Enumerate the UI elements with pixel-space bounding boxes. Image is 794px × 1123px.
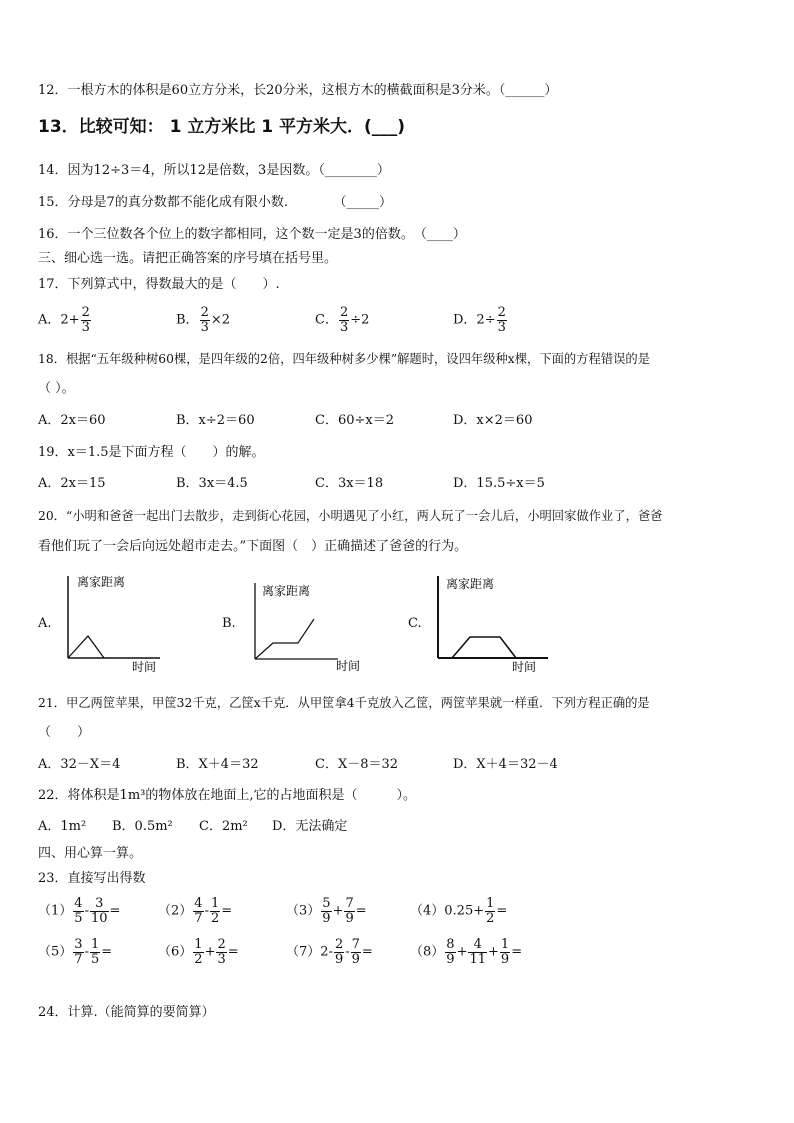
q20-graph-a bbox=[60, 570, 170, 675]
q20-option-a-label: A. bbox=[38, 616, 52, 631]
q22-option-b: B．0.5m² bbox=[112, 819, 173, 834]
graph-a-xlabel: 时间 bbox=[132, 660, 157, 674]
question-20-stem-line1: 20．“小明和爸爸一起出门去散步，走到街心花园，小明遇见了小红，两人玩了一会儿后，小明回家做作业了，爸爸 bbox=[38, 509, 663, 523]
q18-option-c: C．60÷x＝2 bbox=[315, 413, 394, 428]
q19-option-d: D．15.5÷x＝5 bbox=[453, 476, 545, 491]
q23-problem-4: （4）0.25+ $\frac{1}{2}$ = bbox=[410, 896, 508, 926]
graph-b-xlabel: 时间 bbox=[336, 659, 361, 673]
graph-a-line bbox=[68, 636, 104, 658]
section-3-heading: 三、细心选一选。请把正确答案的序号填在括号里。 bbox=[38, 251, 338, 266]
q23-problem-3: （3） $\frac{5}{9}$ + $\frac{7}{9}$ = bbox=[286, 896, 367, 926]
q19-option-b: B．3x＝4.5 bbox=[176, 476, 248, 491]
q20-option-b-label: B. bbox=[222, 616, 236, 631]
graph-c-line bbox=[452, 637, 516, 658]
q17-option-d: D．2÷ $\frac{2}{3}$ bbox=[453, 305, 506, 335]
q23-problem-8: （8） $\frac{8}{9}$ + $\frac{4}{11}$ + $\frac{1}{9}$ = bbox=[410, 937, 523, 967]
question-14: 14．因为12÷3＝4，所以12是倍数，3是因数。（________） bbox=[38, 163, 390, 178]
question-20-stem-line2: 看他们玩了一会后向远处超市走去。”下面图（ ）正确描述了爸爸的行为。 bbox=[38, 539, 468, 554]
q17-option-b: B． $\frac{2}{3}$ ×2 bbox=[176, 305, 231, 335]
q23-problem-5: （5） $\frac{3}{7}$ - $\frac{1}{5}$ = bbox=[38, 937, 113, 967]
q20-graph-b bbox=[246, 575, 366, 675]
question-15: 15．分母是7的真分数都不能化成有限小数. （_____） bbox=[38, 195, 392, 210]
graph-c-ylabel: 离家距离 bbox=[446, 577, 495, 591]
graph-b-line bbox=[255, 619, 314, 659]
question-21-stem-line1: 21．甲乙两筐苹果，甲筐32千克，乙筐x千克．从甲筐拿4千克放入乙筐，两筐苹果就一样重．下列方程正确的是 bbox=[38, 696, 650, 710]
q22-option-d: D．无法确定 bbox=[272, 819, 348, 834]
question-22-stem: 22．将体积是1m³的物体放在地面上,它的占地面积是（ ）。 bbox=[38, 788, 416, 803]
q20-option-c-label: C. bbox=[408, 616, 422, 631]
question-21-stem-line2: （ ） bbox=[38, 725, 91, 740]
section-4-heading: 四、用心算一算。 bbox=[38, 846, 143, 861]
question-17-stem: 17．下列算式中，得数最大的是（ ）. bbox=[38, 277, 280, 292]
question-12: 12．一根方木的体积是60立方分米，长20分米，这根方木的横截面积是3分米。（______） bbox=[38, 83, 558, 98]
q18-option-b: B．x÷2＝60 bbox=[176, 413, 255, 428]
q23-problem-6: （6） $\frac{1}{2}$ + $\frac{2}{3}$ = bbox=[158, 937, 239, 967]
q21-option-c: C．X－8＝32 bbox=[315, 757, 399, 772]
q19-option-a: A．2x＝15 bbox=[38, 476, 106, 491]
graph-c-xlabel: 时间 bbox=[512, 660, 537, 674]
q23-problem-1: （1） $\frac{4}{5}$ - $\frac{3}{10}$ = bbox=[38, 896, 121, 926]
question-19-stem: 19．x＝1.5是下面方程（ ）的解。 bbox=[38, 445, 265, 460]
q20-graph-c bbox=[430, 570, 555, 675]
q18-option-d: D．x×2＝60 bbox=[453, 413, 533, 428]
q21-option-d: D．X＋4＝32－4 bbox=[453, 757, 558, 772]
q17-option-a: A．2+ $\frac{2}{3}$ bbox=[38, 305, 90, 335]
q21-option-a: A．32－X＝4 bbox=[38, 757, 121, 772]
q18-option-a: A．2x＝60 bbox=[38, 413, 106, 428]
q19-option-c: C．3x＝18 bbox=[315, 476, 384, 491]
q17-option-c: C． $\frac{2}{3}$ ÷2 bbox=[315, 305, 370, 335]
q23-problem-7: （7）2- $\frac{2}{9}$ - $\frac{7}{9}$ = bbox=[286, 937, 373, 967]
q21-option-b: B．X＋4＝32 bbox=[176, 757, 259, 772]
q23-problem-2: （2） $\frac{4}{7}$ - $\frac{1}{2}$ = bbox=[158, 896, 233, 926]
question-16: 16．一个三位数各个位上的数字都相同，这个数一定是3的倍数。 （____） bbox=[38, 227, 466, 242]
question-23-stem: 23．直接写出得数 bbox=[38, 871, 146, 886]
graph-b-ylabel: 离家距离 bbox=[262, 584, 311, 598]
question-24-stem: 24．计算.（能简算的要简算） bbox=[38, 1005, 215, 1020]
question-18-stem-line2: （ ）。 bbox=[38, 381, 75, 396]
question-13: 13．比较可知： 1 立方米比 1 平方米大．(___) bbox=[38, 117, 406, 137]
q22-option-c: C．2m² bbox=[199, 819, 248, 834]
q22-option-a: A．1m² bbox=[38, 819, 87, 834]
question-18-stem-line1: 18．根据“五年级种树60棵，是四年级的2倍，四年级种树多少棵”解题时，设四年级种x棵，下面的方程错误的是 bbox=[38, 352, 650, 366]
graph-a-ylabel: 离家距离 bbox=[77, 575, 126, 589]
